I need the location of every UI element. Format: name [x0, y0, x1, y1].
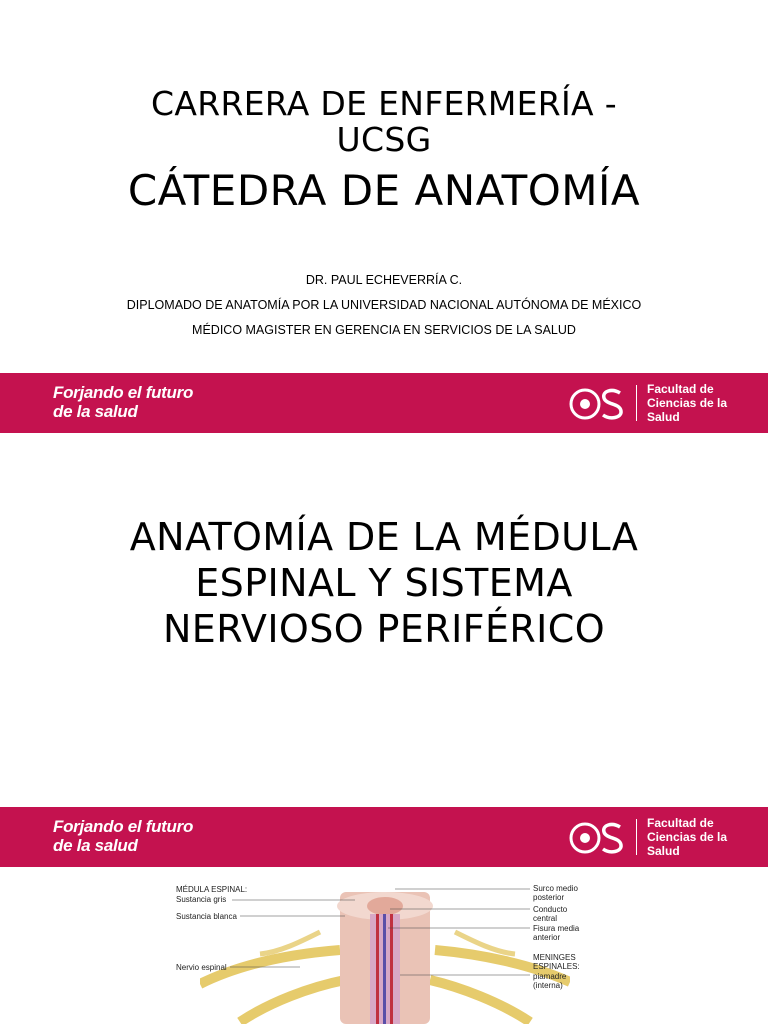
- faculty-line: Salud: [647, 844, 680, 858]
- slide-topic: [0, 434, 768, 807]
- figure-label: Fisura media: [533, 924, 580, 933]
- slide-figure: [0, 807, 768, 1024]
- faculty-line: Facultad de: [647, 382, 714, 396]
- figure-label: MÉDULA ESPINAL:: [176, 885, 248, 894]
- slogan-line: Forjando el futuro: [53, 383, 194, 402]
- figure-label: Nervio espinal: [176, 963, 227, 972]
- author-name: DR. PAUL ECHEVERRÍA C.: [305, 273, 463, 287]
- faculty-line: Salud: [647, 410, 680, 424]
- topic-title: [0, 514, 768, 652]
- figure-label: Sustancia gris: [176, 895, 227, 904]
- figure-label: Sustancia blanca: [176, 912, 237, 921]
- topic-title-line: NERVIOSO PERIFÉRICO: [162, 607, 606, 651]
- footer-banner: [0, 373, 768, 433]
- figure-leader-lines: [0, 807, 768, 1024]
- slogan-line: Forjando el futuro: [53, 817, 194, 836]
- figure-label: Conducto: [533, 905, 568, 914]
- figure-label: piamadre: [533, 972, 567, 981]
- slogan-line: de la salud: [53, 836, 138, 855]
- slogan-line: de la salud: [53, 402, 138, 421]
- author-credential: MÉDICO MAGISTER EN GERENCIA EN SERVICIOS DE LA SALUD: [192, 323, 576, 337]
- chair-title: CÁTEDRA DE ANATOMÍA: [127, 166, 641, 215]
- slide-title: [0, 0, 768, 434]
- course-title: [0, 86, 768, 158]
- faculty-line: Ciencias de la: [647, 830, 728, 844]
- topic-title-line: ESPINAL Y SISTEMA: [195, 561, 573, 605]
- figure-label: ESPINALES:: [533, 962, 580, 971]
- figure-label: anterior: [533, 933, 561, 942]
- course-title-line: CARRERA DE ENFERMERÍA -: [151, 84, 617, 123]
- slogan: [53, 383, 193, 421]
- faculty-name: [647, 382, 727, 424]
- faculty-line: Ciencias de la: [647, 396, 728, 410]
- topic-title-line: ANATOMÍA DE LA MÉDULA: [129, 515, 639, 559]
- faculty-line: Facultad de: [647, 816, 714, 830]
- figure-label: Surco medio: [533, 884, 578, 893]
- cs-logo-icon: [568, 385, 628, 423]
- course-title-line: UCSG: [336, 120, 432, 159]
- banner-divider: [636, 385, 637, 421]
- figure-label: MENINGES: [533, 953, 576, 962]
- figure-label: posterior: [533, 893, 565, 902]
- figure-label: (interna): [533, 981, 563, 990]
- author-credential: DIPLOMADO DE ANATOMÍA POR LA UNIVERSIDAD NACIONAL AUTÓNOMA DE MÉXICO: [126, 298, 642, 312]
- figure-label: central: [533, 914, 558, 923]
- author-block: [0, 268, 768, 343]
